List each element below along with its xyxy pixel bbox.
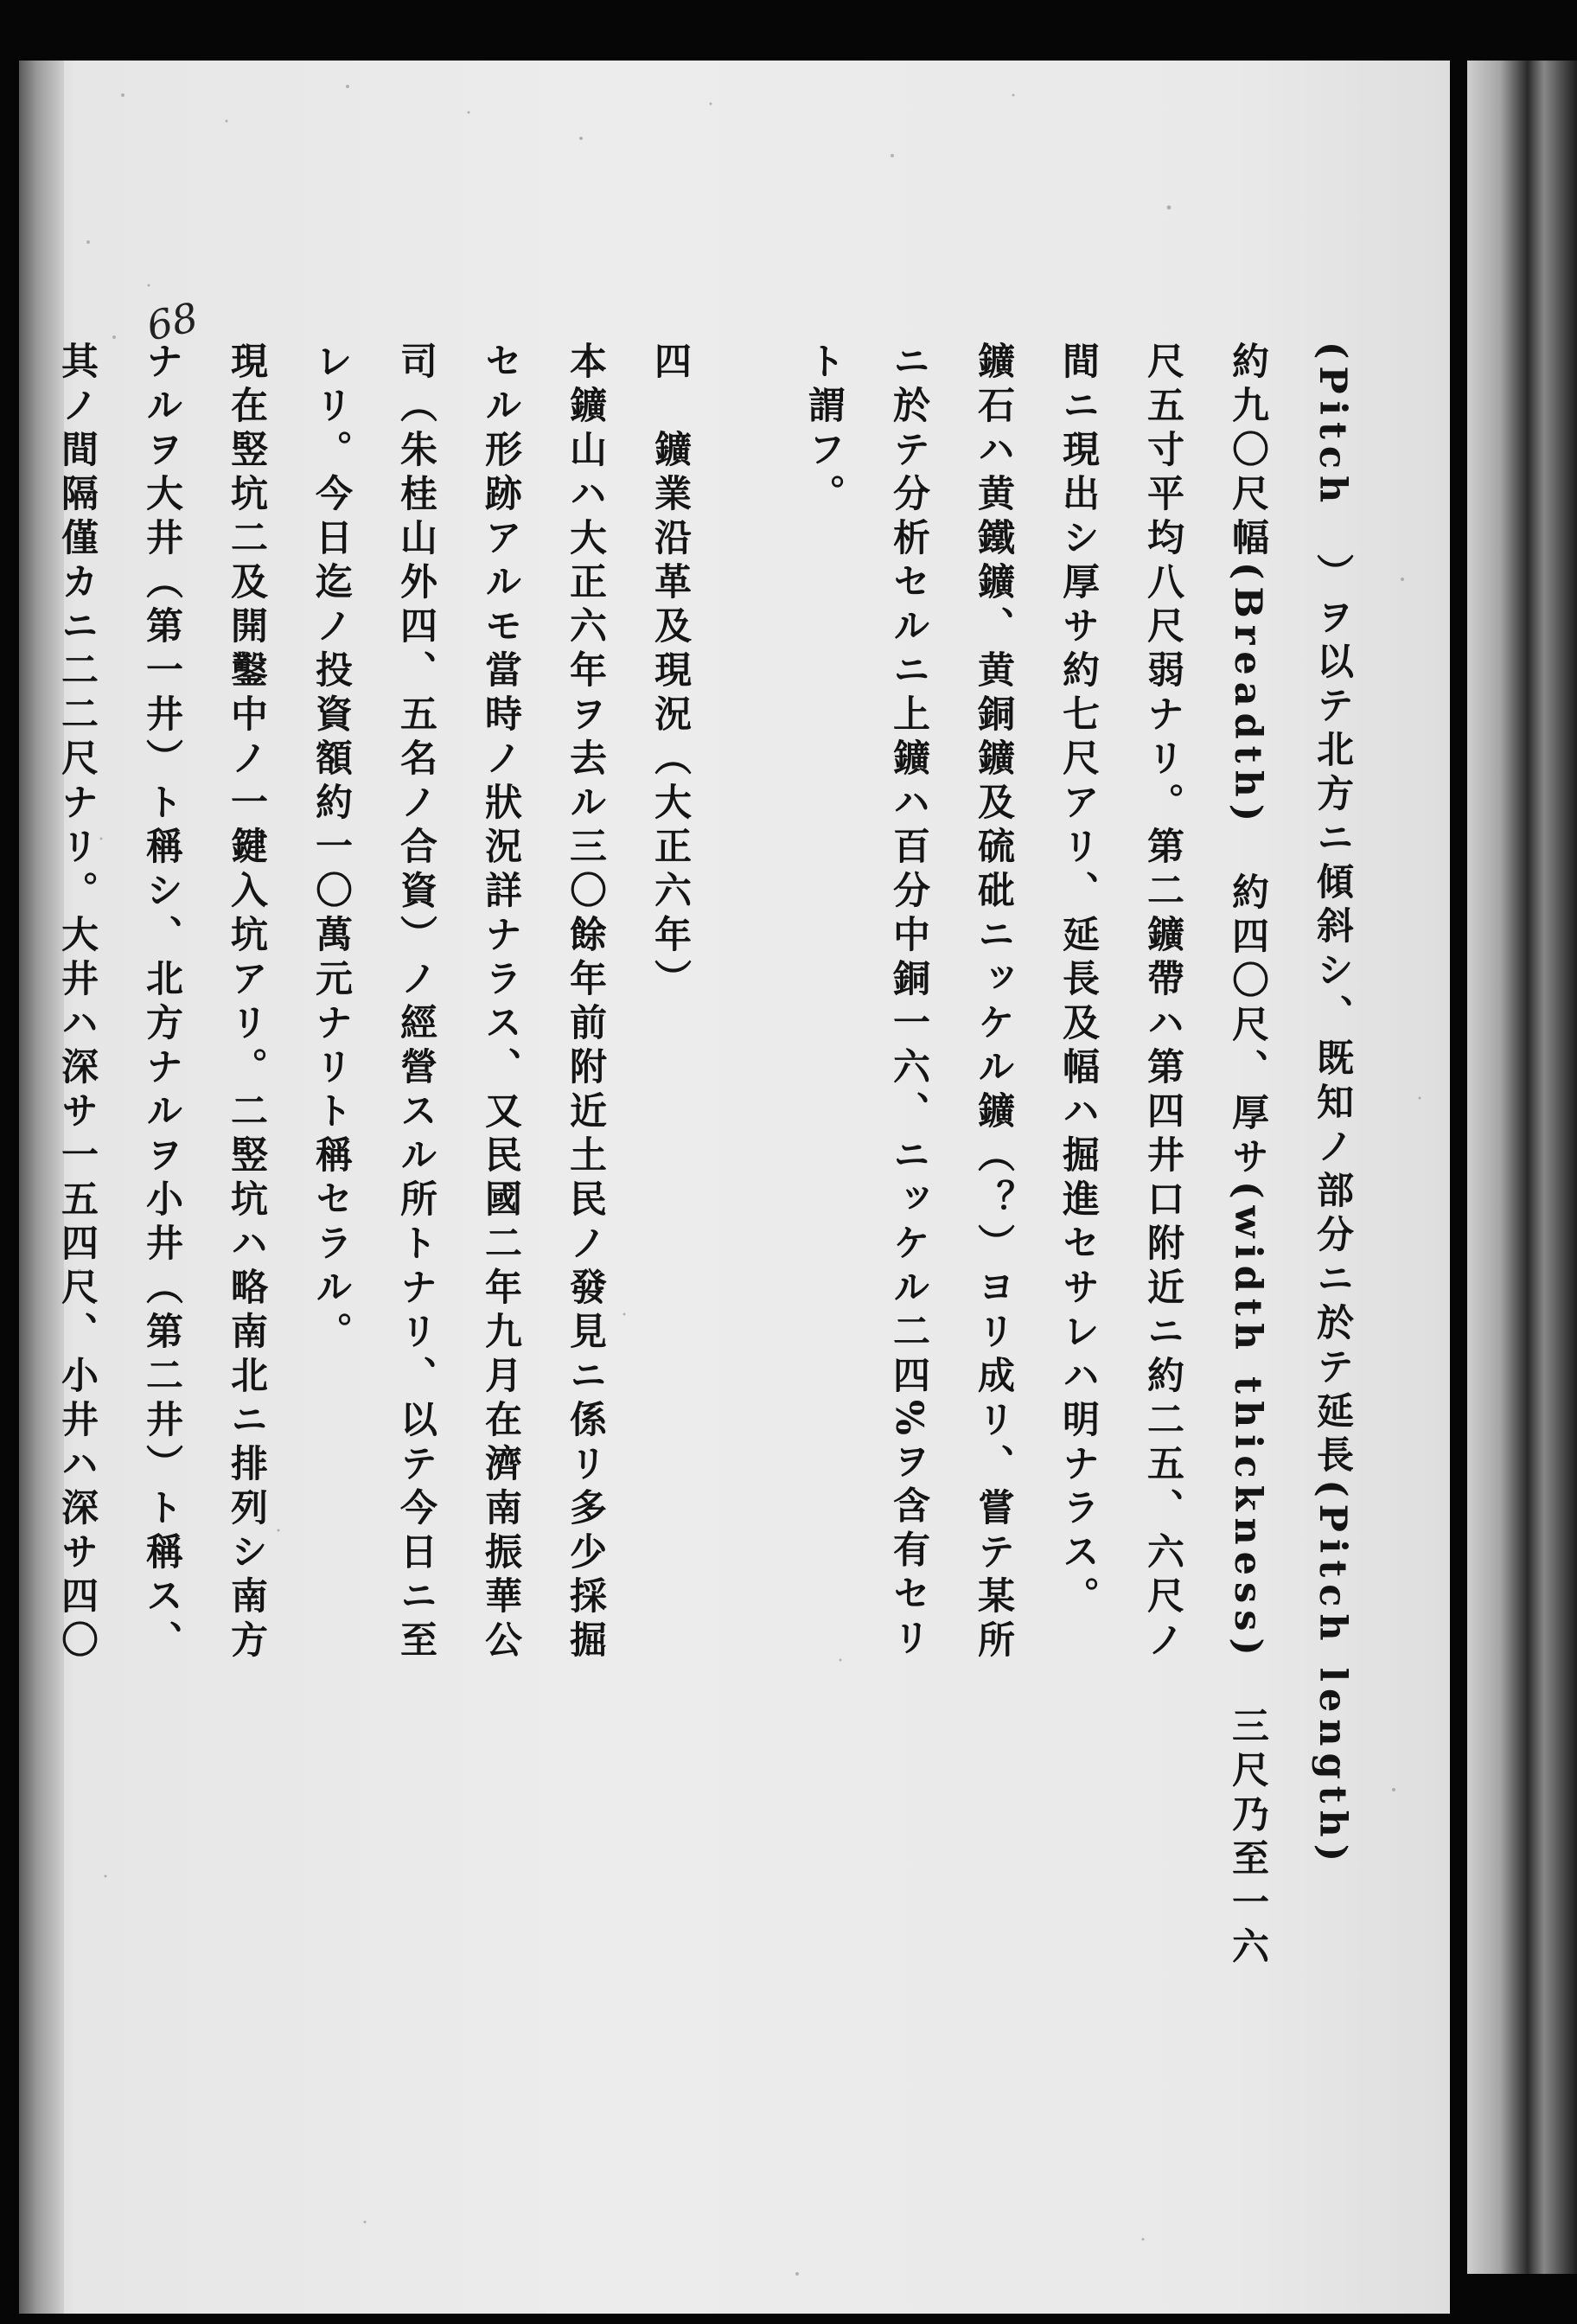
- adjacent-page-edge: [1467, 61, 1577, 2274]
- text-column: ト謂フ。: [802, 342, 846, 518]
- text-column: 間ニ現出シ厚サ約七尺アリ、延長及幅ハ掘進セサレハ明ナラス。: [1057, 342, 1100, 1620]
- text-column: レリ。今日迄ノ投資額約一〇萬元ナリト稱セラル。: [310, 342, 353, 1356]
- text-column: セル形跡アルモ當時ノ狀況詳ナラス、又民國二年九月在濟南振華公: [479, 342, 522, 1664]
- section-heading: 四 鑛業沿革及現況（大正六年）: [648, 342, 692, 1003]
- text-column: 其ノ間隔僅カニ二二尺ナリ。大井ハ深サ一五四尺、小井ハ深サ四〇: [55, 342, 99, 1664]
- text-column: ニ於テ分析セルニ上鑛ハ百分中銅一六、ニッケル二四%ヲ含有セリ: [887, 342, 930, 1663]
- page-number: 68: [143, 293, 202, 350]
- text-column: 尺五寸平均八尺弱ナリ。第二鑛帶ハ第四井口附近ニ約二五、六尺ノ: [1141, 342, 1184, 1664]
- text-column: (Pitch ）ヲ以テ北方ニ傾斜シ、既知ノ部分ニ於テ延長(Pitch length): [1311, 342, 1354, 1869]
- text-column: ナルヲ大井（第一井）ト稱シ、北方ナルヲ小井（第二井）ト稱ス、: [140, 342, 183, 1664]
- vertical-text-body: [55, 342, 1375, 2140]
- text-column: 現在竪坑二及開鑿中ノ一鍵入坑アリ。二竪坑ハ略南北ニ排列シ南方: [225, 342, 268, 1664]
- text-column: 司（朱桂山外四、五名ノ合資）ノ經營スル所トナリ、以テ今日ニ至: [394, 342, 437, 1664]
- text-column: 本鑛山ハ大正六年ヲ去ル三〇餘年前附近土民ノ發見ニ係リ多少採掘: [564, 342, 607, 1664]
- text-column: 鑛石ハ黄鐵鑛、黄銅鑛及硫砒ニッケル鑛（？）ヨリ成リ、嘗テ某所: [972, 342, 1015, 1664]
- text-column: 約九〇尺幅(Breadth) 約四〇尺、厚サ(width thickness) 三尺乃至一六: [1226, 342, 1269, 1971]
- column-gap: [712, 342, 782, 2123]
